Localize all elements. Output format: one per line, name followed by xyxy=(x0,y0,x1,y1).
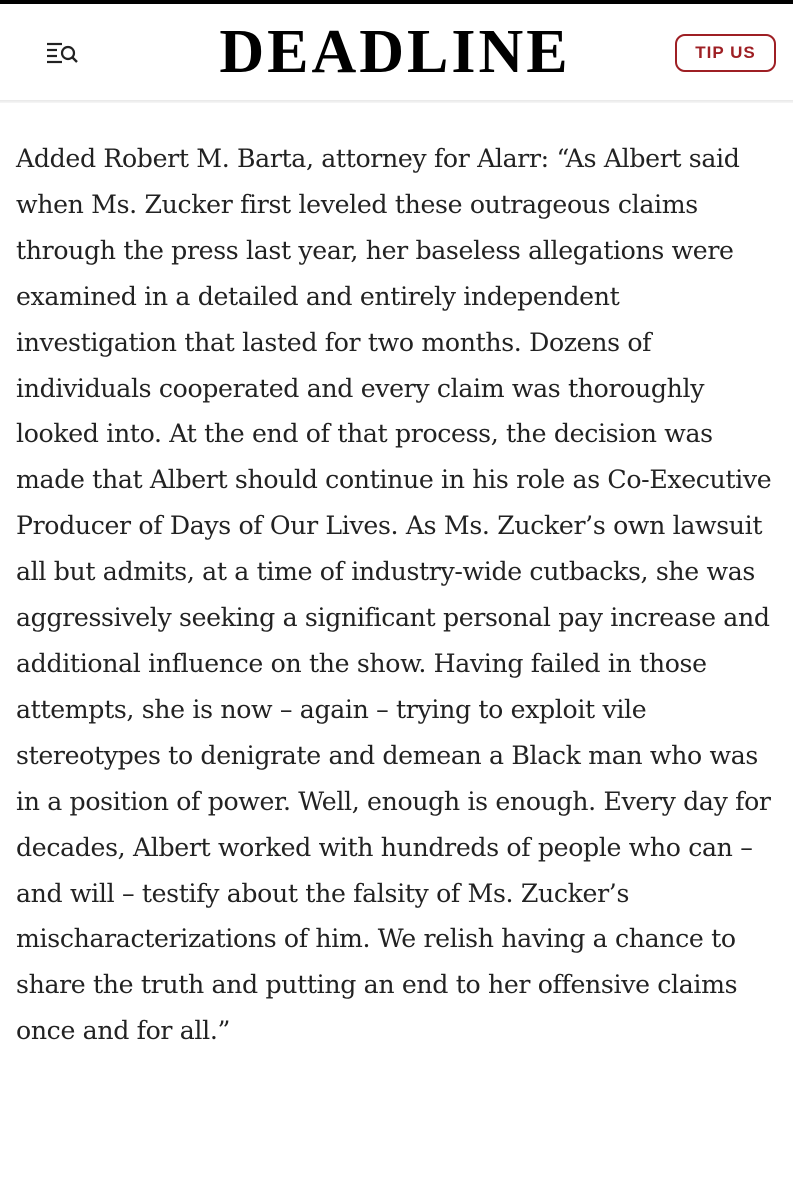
article-paragraph: Added Robert M. Barta, attorney for Alarr: “As Albert said when Ms. Zucker first leveled these outrageous claims through the press last year, her baseless allegations were examined in a detailed and entirely independent investigation that lasted for two months. Dozens of individuals cooperated and every claim was thoroughly looked into. At the end of that process, the decision was made that Albert should continue in his role as Co-Executive Producer of Days of Our Lives. As Ms. Zucker’s own lawsuit all but admits, at a time of industry-wide cutbacks, she was aggressively seeking a significant personal pay increase and additional influence on the show. Having failed in those attempts, she is now – again – trying to exploit vile stereotypes to denigrate and demean a Black man who was in a position of power. Well, enough is enough. Every day for decades, Albert worked with hundreds of people who can – and will – testify about the falsity of Ms. Zucker’s mischaracterizations of him. We relish having a chance to share the truth and putting an end to her offensive claims once and for all.” xyxy=(16,144,772,1046)
tip-us-button[interactable]: TIP US xyxy=(675,34,776,72)
header-divider xyxy=(0,100,793,103)
site-header xyxy=(0,4,793,100)
menu-search-icon[interactable] xyxy=(40,38,80,66)
site-logo[interactable]: DEADLINE xyxy=(219,18,571,86)
